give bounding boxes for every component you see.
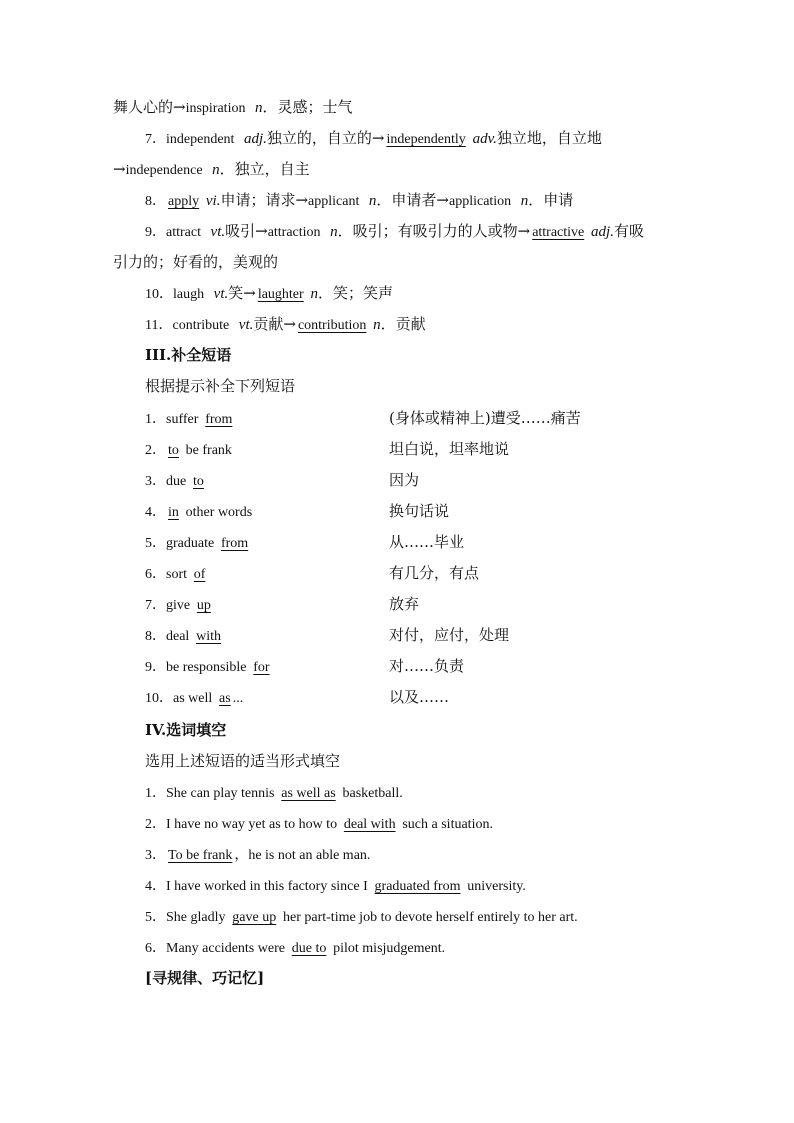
answer-blank: contribution bbox=[297, 318, 367, 333]
answer-blank: of bbox=[193, 567, 206, 582]
sentence-text: such a situation. bbox=[402, 817, 493, 832]
vocab-item-8 bbox=[145, 190, 573, 212]
phrase-text: graduate bbox=[166, 536, 215, 551]
phrase-text: deal bbox=[166, 629, 190, 644]
word: independent bbox=[166, 132, 235, 147]
pos: n bbox=[368, 193, 377, 209]
item-number: 3． bbox=[145, 848, 166, 863]
item-number: 3． bbox=[145, 474, 166, 489]
pos: adj. bbox=[243, 131, 267, 147]
phrase-row bbox=[145, 439, 665, 461]
phrase-meaning: (身体或精神上)遭受……痛苦 bbox=[389, 409, 581, 427]
definition: 申请；请求→ bbox=[220, 191, 309, 209]
answer-blank: to bbox=[193, 474, 204, 489]
item-number: 1． bbox=[145, 786, 166, 801]
vocab-item-7 bbox=[145, 128, 602, 150]
definition: 吸引→ bbox=[225, 222, 268, 240]
answer-blank: with bbox=[196, 629, 221, 644]
phrase-text: as well bbox=[173, 691, 213, 706]
answer-blank: from bbox=[220, 536, 249, 551]
phrase-meaning: 对付，应付，处理 bbox=[389, 626, 510, 644]
pos: vt. bbox=[210, 224, 226, 240]
pos: vt. bbox=[213, 286, 229, 302]
word: application bbox=[448, 194, 512, 209]
phrase-meaning: 以及…… bbox=[389, 688, 450, 706]
answer-blank: deal with bbox=[343, 817, 396, 832]
answer-blank: attractive bbox=[532, 225, 585, 240]
phrase-row bbox=[145, 687, 665, 709]
sentence-row bbox=[145, 937, 445, 959]
answer-blank: To be frank bbox=[168, 848, 233, 863]
item-number: 8． bbox=[145, 629, 166, 644]
definition: ．吸引；有吸引力的人或物→ bbox=[337, 222, 531, 240]
definition: 贡献→ bbox=[253, 315, 296, 333]
section-3-title: III.补全短语 bbox=[145, 346, 232, 364]
vocab-item-10 bbox=[145, 283, 393, 305]
phrase-meaning: 有几分，有点 bbox=[389, 564, 480, 582]
section-4-title: IV.选词填空 bbox=[145, 721, 227, 739]
phrase-row bbox=[145, 625, 665, 647]
phrase-row bbox=[145, 408, 665, 430]
phrase-text: due bbox=[166, 474, 187, 489]
section-4-instruction: 选用上述短语的适当形式填空 bbox=[145, 752, 341, 770]
word: attraction bbox=[267, 225, 321, 240]
item-number: 9． bbox=[145, 225, 166, 240]
item-number: 10． bbox=[145, 287, 173, 302]
definition: ．笑；笑声 bbox=[317, 284, 393, 302]
word: contribute bbox=[172, 318, 230, 333]
item-number: 10． bbox=[145, 691, 173, 706]
phrase-meaning: 换句话说 bbox=[389, 502, 450, 520]
word: apply bbox=[168, 194, 200, 209]
word: applicant bbox=[308, 194, 360, 209]
item-number: 9． bbox=[145, 660, 166, 675]
item-number: 11． bbox=[145, 318, 173, 333]
vocab-item-9 bbox=[145, 221, 644, 243]
answer-blank: up bbox=[196, 598, 211, 613]
sentence-text: I have worked in this factory since I bbox=[166, 879, 368, 894]
sentence-row bbox=[145, 782, 403, 804]
sentence-text: She gladly bbox=[166, 910, 226, 925]
phrase-text: be frank bbox=[185, 443, 232, 458]
word: inspiration bbox=[185, 101, 246, 116]
answer-blank: in bbox=[168, 505, 179, 520]
sentence-row bbox=[145, 844, 370, 866]
sentence-text: basketball. bbox=[342, 786, 403, 801]
pos: n bbox=[310, 286, 318, 302]
item-number: 7． bbox=[145, 598, 166, 613]
pos: n bbox=[520, 193, 529, 209]
pos: n bbox=[212, 162, 220, 178]
definition: ．独立，自主 bbox=[219, 160, 310, 178]
item-number: 4． bbox=[145, 505, 166, 520]
item-number: 8． bbox=[145, 194, 166, 209]
word: attract bbox=[166, 225, 201, 240]
item-number: 5． bbox=[145, 536, 166, 551]
pos: vt. bbox=[238, 317, 254, 333]
item-number: 6． bbox=[145, 567, 166, 582]
sentence-row bbox=[145, 875, 526, 897]
phrase-meaning: 放弃 bbox=[389, 595, 420, 613]
phrase-text: give bbox=[166, 598, 191, 613]
footer-heading: [寻规律、巧记忆] bbox=[145, 969, 265, 987]
phrase-meaning: 坦白说，坦率地说 bbox=[389, 440, 510, 458]
definition: ．贡献 bbox=[380, 315, 426, 333]
phrase-text: sort bbox=[166, 567, 187, 582]
item-number: 1． bbox=[145, 412, 166, 427]
word: laugh bbox=[173, 287, 205, 302]
definition: 引力的；好看的，美观的 bbox=[113, 253, 279, 271]
pos: adj. bbox=[591, 224, 614, 240]
definition: 笑→ bbox=[228, 284, 256, 302]
answer-blank: due to bbox=[291, 941, 327, 956]
vocab-line-0 bbox=[113, 97, 353, 119]
phrase-row bbox=[145, 501, 665, 523]
phrase-row bbox=[145, 470, 665, 492]
sentence-text: ，he is not an able man. bbox=[234, 848, 371, 863]
pos: n bbox=[255, 100, 263, 116]
definition: ．灵感；士气 bbox=[262, 98, 353, 116]
phrase-meaning: 因为 bbox=[389, 471, 420, 489]
answer-blank: to bbox=[168, 443, 179, 458]
answer-blank: for bbox=[253, 660, 270, 675]
definition: ．申请 bbox=[528, 191, 574, 209]
item-number: 5． bbox=[145, 910, 166, 925]
phrase-row bbox=[145, 594, 665, 616]
sentence-text: pilot misjudgement. bbox=[333, 941, 446, 956]
answer-blank: as bbox=[219, 691, 231, 706]
answer-blank: laughter bbox=[257, 287, 304, 302]
sentence-row bbox=[145, 906, 578, 928]
definition: ．申请者→ bbox=[376, 191, 449, 209]
phrase-text: ... bbox=[232, 691, 244, 706]
phrase-row bbox=[145, 563, 665, 585]
sentence-text: I have no way yet as to how to bbox=[166, 817, 338, 832]
text: 舞人心的→ bbox=[113, 98, 186, 116]
sentence-text: She can play tennis bbox=[166, 786, 275, 801]
arrow: → bbox=[113, 160, 126, 178]
answer-blank: from bbox=[205, 412, 233, 427]
section-3-instruction: 根据提示补全下列短语 bbox=[145, 377, 296, 395]
pos: vi. bbox=[205, 193, 221, 209]
sentence-row bbox=[145, 813, 493, 835]
pos: n bbox=[330, 224, 338, 240]
definition: 独立地，自立地 bbox=[496, 129, 602, 147]
item-number: 6． bbox=[145, 941, 166, 956]
item-number: 4． bbox=[145, 879, 166, 894]
item-number: 7． bbox=[145, 132, 166, 147]
phrase-text: suffer bbox=[166, 412, 199, 427]
vocab-item-7-cont bbox=[113, 159, 310, 181]
phrase-meaning: 对……负责 bbox=[389, 657, 465, 675]
word: independence bbox=[125, 163, 203, 178]
definition: 有吸 bbox=[613, 222, 644, 240]
phrase-text: be responsible bbox=[166, 660, 247, 675]
answer-blank: graduated from bbox=[374, 879, 461, 894]
phrase-text: other words bbox=[185, 505, 253, 520]
pos: adv. bbox=[472, 131, 497, 147]
vocab-item-11 bbox=[145, 314, 426, 336]
vocab-item-9-cont bbox=[113, 252, 278, 272]
sentence-text: Many accidents were bbox=[166, 941, 285, 956]
phrase-meaning: 从……毕业 bbox=[389, 533, 465, 551]
answer-blank: gave up bbox=[232, 910, 277, 925]
phrase-row bbox=[145, 656, 665, 678]
phrase-row bbox=[145, 532, 665, 554]
sentence-text: her part-time job to devote herself entirely to her art. bbox=[283, 910, 578, 925]
sentence-text: university. bbox=[467, 879, 526, 894]
answer-blank: as well as bbox=[281, 786, 336, 801]
answer-blank: independently bbox=[386, 132, 466, 147]
item-number: 2． bbox=[145, 817, 166, 832]
definition: 独立的，自立的→ bbox=[266, 129, 385, 147]
pos: n bbox=[373, 317, 381, 333]
item-number: 2． bbox=[145, 443, 166, 458]
